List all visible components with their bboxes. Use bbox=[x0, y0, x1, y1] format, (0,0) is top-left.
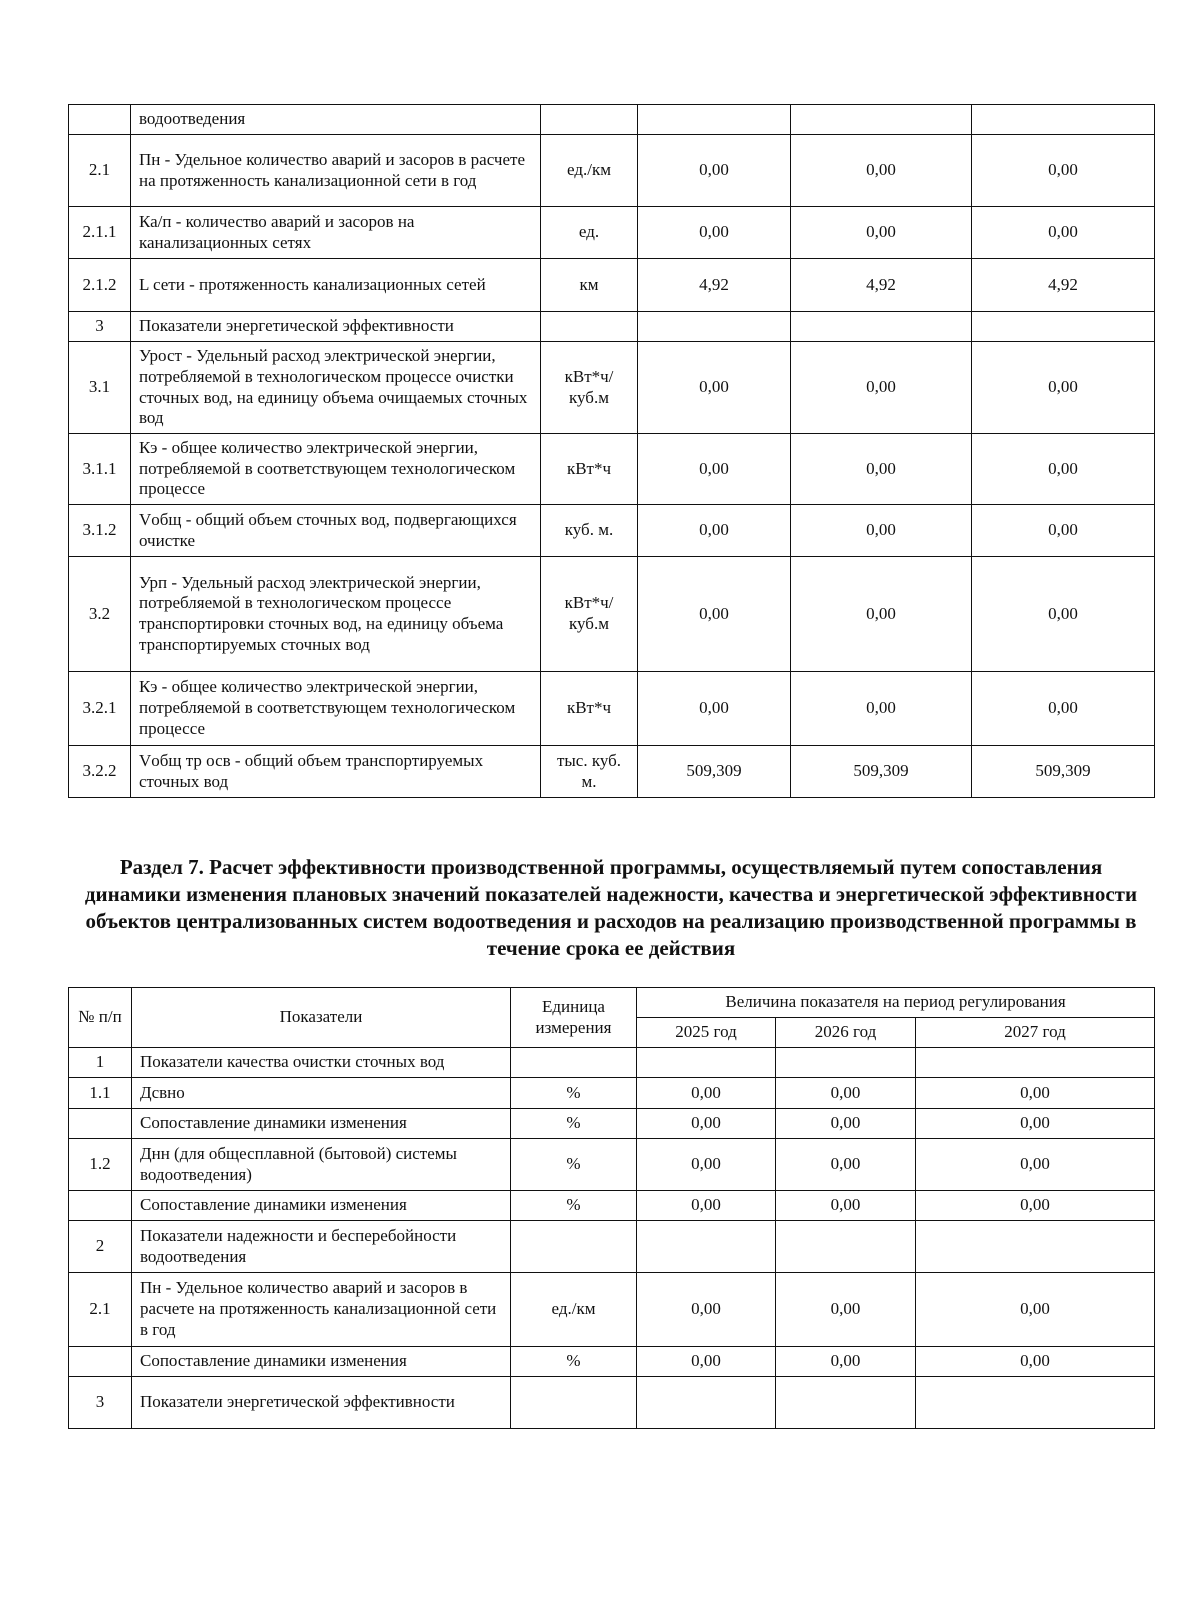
value-cell: 0,00 bbox=[791, 135, 972, 207]
header-unit: Единица измерения bbox=[511, 988, 637, 1048]
value-cell bbox=[637, 1377, 776, 1429]
value-cell: 0,00 bbox=[972, 434, 1155, 505]
header-period: Величина показателя на период регулирования bbox=[637, 988, 1155, 1018]
value-cell: 0,00 bbox=[972, 135, 1155, 207]
indicator-name: Пн - Удельное количество аварий и засоров в расчете на протяженность канализационной сети в год bbox=[131, 135, 541, 207]
table-row bbox=[69, 434, 1155, 505]
unit-cell: кВт*ч/куб.м bbox=[541, 342, 638, 434]
indicator-name: Урост - Удельный расход электрической энергии, потребляемой в технологическом процессе очистки сточных вод, на единицу объема очищаемых сточных вод bbox=[131, 342, 541, 434]
indicator-name: Показатели надежности и бесперебойности водоотведения bbox=[132, 1221, 511, 1273]
value-cell: 0,00 bbox=[776, 1109, 916, 1139]
unit-cell: ед./км bbox=[541, 135, 638, 207]
value-cell: 0,00 bbox=[791, 434, 972, 505]
indicator-name: Ка/п - количество аварий и засоров на канализационных сетях bbox=[131, 207, 541, 259]
value-cell bbox=[637, 1048, 776, 1078]
value-cell: 0,00 bbox=[791, 672, 972, 746]
value-cell: 0,00 bbox=[972, 505, 1155, 557]
row-number: 1.2 bbox=[69, 1139, 132, 1191]
value-cell: 0,00 bbox=[638, 505, 791, 557]
table-row bbox=[69, 1347, 1155, 1377]
indicator-name: Показатели энергетической эффективности bbox=[132, 1377, 511, 1429]
value-cell: 509,309 bbox=[972, 746, 1155, 798]
unit-cell: % bbox=[511, 1109, 637, 1139]
unit-cell: км bbox=[541, 259, 638, 312]
row-number: 2.1.1 bbox=[69, 207, 131, 259]
value-cell: 0,00 bbox=[638, 135, 791, 207]
value-cell: 0,00 bbox=[791, 207, 972, 259]
unit-cell: % bbox=[511, 1078, 637, 1109]
indicator-name: Сопоставление динамики изменения bbox=[132, 1109, 511, 1139]
row-number: 2 bbox=[69, 1221, 132, 1273]
value-cell: 0,00 bbox=[791, 505, 972, 557]
indicator-name: водоотведения bbox=[131, 105, 541, 135]
table-row bbox=[69, 1221, 1155, 1273]
table-row bbox=[69, 1139, 1155, 1191]
unit-cell bbox=[511, 1377, 637, 1429]
value-cell: 0,00 bbox=[637, 1078, 776, 1109]
indicator-name: Днн (для общесплавной (бытовой) системы водоотведения) bbox=[132, 1139, 511, 1191]
indicator-name: Кэ - общее количество электрической энергии, потребляемой в соответствующем технологическом процессе bbox=[131, 672, 541, 746]
unit-cell bbox=[511, 1221, 637, 1273]
value-cell bbox=[972, 312, 1155, 342]
header-row bbox=[69, 988, 1155, 1018]
row-number: 3.2 bbox=[69, 557, 131, 672]
row-number: 1 bbox=[69, 1048, 132, 1078]
indicator-name: Дсвно bbox=[132, 1078, 511, 1109]
indicator-name: Пн - Удельное количество аварий и засоров в расчете на протяженность канализационной сети в год bbox=[132, 1273, 511, 1347]
indicator-name: Показатели качества очистки сточных вод bbox=[132, 1048, 511, 1078]
unit-cell: кВт*ч bbox=[541, 672, 638, 746]
value-cell: 4,92 bbox=[972, 259, 1155, 312]
table-row bbox=[69, 135, 1155, 207]
table-row bbox=[69, 312, 1155, 342]
unit-cell bbox=[541, 105, 638, 135]
value-cell: 509,309 bbox=[791, 746, 972, 798]
indicator-name: Vобщ - общий объем сточных вод, подвергающихся очистке bbox=[131, 505, 541, 557]
value-cell: 0,00 bbox=[916, 1347, 1155, 1377]
header-year-2027: 2027 год bbox=[916, 1018, 1155, 1048]
header-year-2025: 2025 год bbox=[637, 1018, 776, 1048]
value-cell: 0,00 bbox=[916, 1078, 1155, 1109]
table-row bbox=[69, 1048, 1155, 1078]
unit-cell: % bbox=[511, 1191, 637, 1221]
table-row bbox=[69, 259, 1155, 312]
indicator-name: Vобщ тр осв - общий объем транспортируемых сточных вод bbox=[131, 746, 541, 798]
value-cell bbox=[916, 1048, 1155, 1078]
value-cell: 0,00 bbox=[776, 1191, 916, 1221]
value-cell: 0,00 bbox=[972, 557, 1155, 672]
value-cell bbox=[791, 312, 972, 342]
row-number: 3.1.2 bbox=[69, 505, 131, 557]
row-number: 2.1 bbox=[69, 1273, 132, 1347]
unit-cell: кВт*ч/куб.м bbox=[541, 557, 638, 672]
table-row bbox=[69, 105, 1155, 135]
row-number bbox=[69, 1347, 132, 1377]
value-cell: 0,00 bbox=[972, 207, 1155, 259]
value-cell bbox=[637, 1221, 776, 1273]
row-number bbox=[69, 105, 131, 135]
value-cell: 0,00 bbox=[637, 1347, 776, 1377]
unit-cell: кВт*ч bbox=[541, 434, 638, 505]
table-row bbox=[69, 746, 1155, 798]
table-row bbox=[69, 505, 1155, 557]
indicator-name: Показатели энергетической эффективности bbox=[131, 312, 541, 342]
table-row bbox=[69, 1191, 1155, 1221]
value-cell bbox=[638, 105, 791, 135]
unit-cell: % bbox=[511, 1347, 637, 1377]
row-number bbox=[69, 1109, 132, 1139]
value-cell: 0,00 bbox=[638, 557, 791, 672]
value-cell bbox=[791, 105, 972, 135]
value-cell: 0,00 bbox=[776, 1078, 916, 1109]
table-row bbox=[69, 1377, 1155, 1429]
header-num: № п/п bbox=[69, 988, 132, 1048]
unit-cell: % bbox=[511, 1139, 637, 1191]
section-7-heading: Раздел 7. Расчет эффективности производственной программы, осуществляемый путем сопоставления динамики изменения плановых значений показателей надежности, качества и энергетической эффективности объектов централизованных систем водоотведения и расходов на реализацию производственной программы в течение срока ее действия bbox=[84, 855, 1138, 960]
value-cell bbox=[776, 1377, 916, 1429]
row-number: 2.1.2 bbox=[69, 259, 131, 312]
value-cell: 0,00 bbox=[638, 207, 791, 259]
table-row bbox=[69, 207, 1155, 259]
value-cell: 0,00 bbox=[637, 1109, 776, 1139]
value-cell: 0,00 bbox=[637, 1139, 776, 1191]
unit-cell: куб. м. bbox=[541, 505, 638, 557]
value-cell bbox=[916, 1377, 1155, 1429]
row-number: 3.2.1 bbox=[69, 672, 131, 746]
value-cell: 0,00 bbox=[776, 1273, 916, 1347]
indicator-name: Кэ - общее количество электрической энергии, потребляемой в соответствующем технологическом процессе bbox=[131, 434, 541, 505]
efficiency-table bbox=[68, 987, 1155, 1429]
unit-cell: тыс. куб. м. bbox=[541, 746, 638, 798]
value-cell: 0,00 bbox=[916, 1191, 1155, 1221]
indicator-name: L сети - протяженность канализационных сетей bbox=[131, 259, 541, 312]
value-cell: 0,00 bbox=[638, 672, 791, 746]
header-indicators: Показатели bbox=[132, 988, 511, 1048]
value-cell bbox=[916, 1221, 1155, 1273]
value-cell bbox=[972, 105, 1155, 135]
indicator-name: Сопоставление динамики изменения bbox=[132, 1347, 511, 1377]
value-cell: 0,00 bbox=[791, 342, 972, 434]
indicators-table-continued bbox=[68, 104, 1155, 798]
value-cell: 0,00 bbox=[791, 557, 972, 672]
value-cell: 0,00 bbox=[916, 1273, 1155, 1347]
unit-cell bbox=[541, 312, 638, 342]
unit-cell: ед. bbox=[541, 207, 638, 259]
row-number: 3 bbox=[69, 312, 131, 342]
value-cell: 0,00 bbox=[972, 342, 1155, 434]
row-number: 3.2.2 bbox=[69, 746, 131, 798]
value-cell: 0,00 bbox=[916, 1109, 1155, 1139]
row-number: 3.1 bbox=[69, 342, 131, 434]
unit-cell bbox=[511, 1048, 637, 1078]
value-cell bbox=[776, 1221, 916, 1273]
table-row bbox=[69, 672, 1155, 746]
value-cell: 0,00 bbox=[638, 342, 791, 434]
value-cell: 0,00 bbox=[972, 672, 1155, 746]
value-cell: 0,00 bbox=[916, 1139, 1155, 1191]
value-cell: 0,00 bbox=[776, 1347, 916, 1377]
value-cell bbox=[638, 312, 791, 342]
row-number: 3 bbox=[69, 1377, 132, 1429]
row-number: 2.1 bbox=[69, 135, 131, 207]
value-cell: 4,92 bbox=[638, 259, 791, 312]
row-number bbox=[69, 1191, 132, 1221]
value-cell bbox=[776, 1048, 916, 1078]
indicator-name: Сопоставление динамики изменения bbox=[132, 1191, 511, 1221]
indicator-name: Урп - Удельный расход электрической энергии, потребляемой в технологическом процессе транспортировки сточных вод, на единицу объема транспортируемых сточных вод bbox=[131, 557, 541, 672]
table-row bbox=[69, 1078, 1155, 1109]
value-cell: 0,00 bbox=[637, 1191, 776, 1221]
table-row bbox=[69, 1109, 1155, 1139]
row-number: 1.1 bbox=[69, 1078, 132, 1109]
unit-cell: ед./км bbox=[511, 1273, 637, 1347]
row-number: 3.1.1 bbox=[69, 434, 131, 505]
header-year-2026: 2026 год bbox=[776, 1018, 916, 1048]
table-row bbox=[69, 1273, 1155, 1347]
table-row bbox=[69, 342, 1155, 434]
table-row bbox=[69, 557, 1155, 672]
value-cell: 0,00 bbox=[637, 1273, 776, 1347]
value-cell: 0,00 bbox=[776, 1139, 916, 1191]
value-cell: 0,00 bbox=[638, 434, 791, 505]
value-cell: 4,92 bbox=[791, 259, 972, 312]
value-cell: 509,309 bbox=[638, 746, 791, 798]
